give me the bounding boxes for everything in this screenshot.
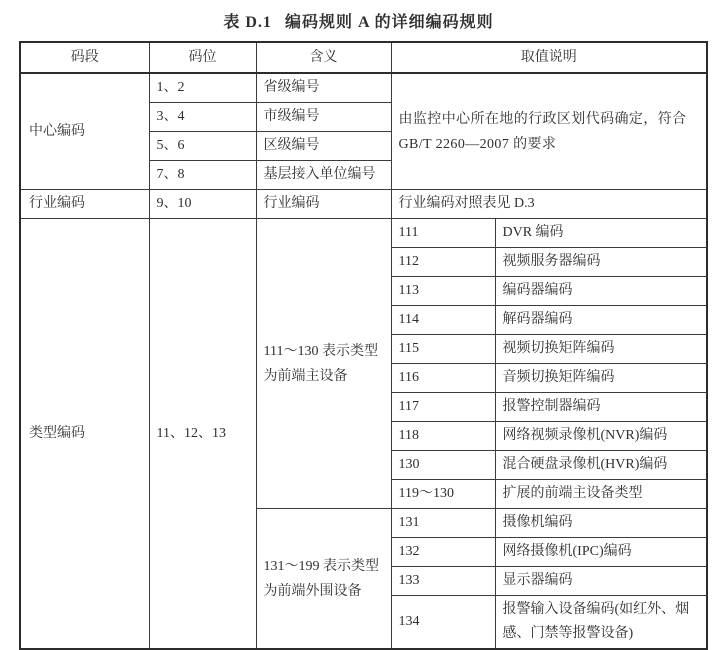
cell-code-position: 3、4 <box>149 103 256 132</box>
cell-group-meaning: 111～130 表示类型为前端主设备 <box>256 219 391 509</box>
cell-code-position: 9、10 <box>149 190 256 219</box>
table-row <box>20 219 707 248</box>
cell-type-code: 112 <box>391 248 495 277</box>
table-header-row <box>20 42 707 73</box>
cell-type-code: 115 <box>391 335 495 364</box>
cell-type-desc: 视频切换矩阵编码 <box>495 335 707 364</box>
cell-type-desc: 显示器编码 <box>495 567 707 596</box>
cell-type-desc: 扩展的前端主设备类型 <box>495 480 707 509</box>
cell-code-position: 5、6 <box>149 132 256 161</box>
col-header-code-segment: 码段 <box>20 42 149 73</box>
cell-type-segment: 类型编码 <box>20 219 149 650</box>
cell-meaning: 行业编码 <box>256 190 391 219</box>
table-caption: 编码规则 A 的详细编码规则 <box>284 14 494 31</box>
cell-industry-segment: 行业编码 <box>20 190 149 219</box>
col-header-meaning: 含义 <box>256 42 391 73</box>
cell-meaning: 省级编号 <box>256 73 391 103</box>
cell-type-desc: 摄像机编码 <box>495 509 707 538</box>
cell-type-code: 131 <box>391 509 495 538</box>
cell-type-desc: DVR 编码 <box>495 219 707 248</box>
cell-meaning: 区级编号 <box>256 132 391 161</box>
cell-type-desc: 网络视频录像机(NVR)编码 <box>495 422 707 451</box>
cell-type-desc: 混合硬盘录像机(HVR)编码 <box>495 451 707 480</box>
cell-type-code: 130 <box>391 451 495 480</box>
cell-center-segment: 中心编码 <box>20 73 149 190</box>
cell-type-desc: 报警输入设备编码(如红外、烟感、门禁等报警设备) <box>495 596 707 650</box>
cell-meaning: 基层接入单位编号 <box>256 161 391 190</box>
cell-type-desc: 解码器编码 <box>495 306 707 335</box>
cell-type-desc: 视频服务器编码 <box>495 248 707 277</box>
cell-group-meaning: 131～199 表示类型为前端外围设备 <box>256 509 391 650</box>
cell-type-desc: 网络摄像机(IPC)编码 <box>495 538 707 567</box>
cell-type-code: 133 <box>391 567 495 596</box>
cell-type-code: 118 <box>391 422 495 451</box>
cell-code-position: 7、8 <box>149 161 256 190</box>
cell-type-code: 116 <box>391 364 495 393</box>
cell-code-position: 1、2 <box>149 73 256 103</box>
cell-type-code: 132 <box>391 538 495 567</box>
cell-type-code: 117 <box>391 393 495 422</box>
cell-type-code: 119～130 <box>391 480 495 509</box>
col-header-value-description: 取值说明 <box>391 42 707 73</box>
cell-type-code: 111 <box>391 219 495 248</box>
cell-type-code: 113 <box>391 277 495 306</box>
cell-type-desc: 音频切换矩阵编码 <box>495 364 707 393</box>
table-row <box>20 73 707 103</box>
cell-type-desc: 报警控制器编码 <box>495 393 707 422</box>
cell-type-code: 114 <box>391 306 495 335</box>
cell-code-position: 11、12、13 <box>149 219 256 650</box>
table-title <box>0 0 717 32</box>
table-row <box>20 190 707 219</box>
cell-type-code: 134 <box>391 596 495 650</box>
cell-center-value-note: 由监控中心所在地的行政区划代码确定，符合 GB/T 2260—2007 的要求 <box>391 73 707 190</box>
coding-rules-table <box>19 41 708 650</box>
table-number: 表 D.1 <box>223 14 272 31</box>
col-header-code-position: 码位 <box>149 42 256 73</box>
cell-meaning: 市级编号 <box>256 103 391 132</box>
cell-industry-value-note: 行业编码对照表见 D.3 <box>391 190 707 219</box>
cell-type-desc: 编码器编码 <box>495 277 707 306</box>
